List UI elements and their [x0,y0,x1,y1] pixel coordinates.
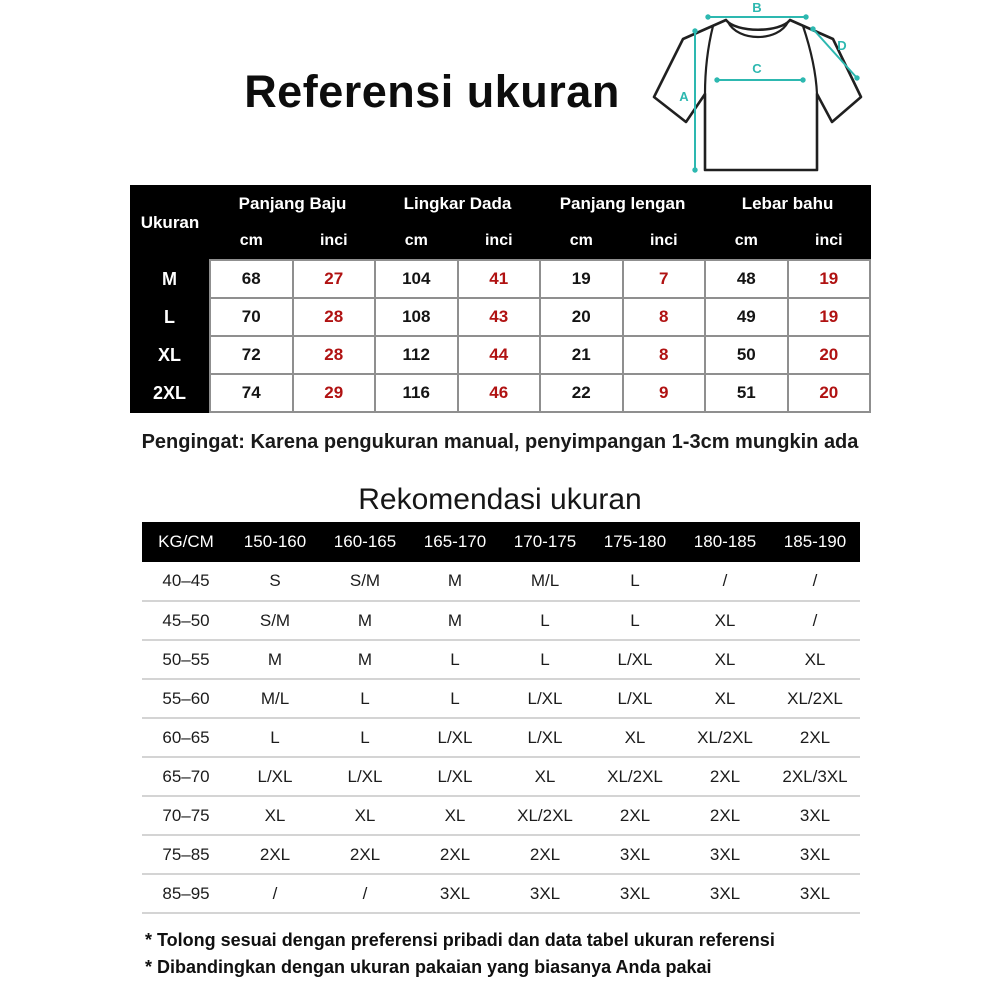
measurement-inci-value: 19 [788,298,871,336]
recommended-size-value: 3XL [500,874,590,913]
recommended-size-value: 3XL [590,874,680,913]
unit-header-inci: inci [623,222,706,260]
recommendation-row [142,562,860,601]
measurement-cm-value: 49 [705,298,788,336]
measurement-cm-value: 50 [705,336,788,374]
recommended-size-value: XL/2XL [770,679,860,718]
recommended-size-value: / [770,562,860,601]
recommended-size-value: L [410,640,500,679]
recommended-size-value: S/M [320,562,410,601]
recommended-size-value: L/XL [500,679,590,718]
recommended-size-value: XL [680,601,770,640]
size-table-unit-header-row [130,222,870,260]
recommended-size-value: 2XL [230,835,320,874]
measurement-inci-value: 8 [623,298,706,336]
size-table-corner-label: Ukuran [130,185,210,260]
measurement-cm-value: 72 [210,336,293,374]
weight-range-label: 60–65 [142,718,230,757]
recommended-size-value: M/L [500,562,590,601]
recommended-size-value: L/XL [410,757,500,796]
measurement-inci-value: 7 [623,260,706,298]
measurement-cm-value: 51 [705,374,788,412]
weight-range-label: 50–55 [142,640,230,679]
column-group-lebar-bahu: Lebar bahu [705,185,870,222]
size-table-row [130,336,870,374]
recommendation-row [142,640,860,679]
size-recommendation-table [142,522,860,914]
measurement-inci-value: 20 [788,374,871,412]
measure-label-b: B [752,0,762,15]
tshirt-measurement-diagram [650,0,865,180]
recommended-size-value: 2XL [770,718,860,757]
unit-header-cm: cm [705,222,788,260]
unit-header-cm: cm [375,222,458,260]
recommendation-row [142,718,860,757]
recommended-size-value: XL/2XL [680,718,770,757]
column-group-panjang-lengan: Panjang lengan [540,185,705,222]
measurement-cm-value: 108 [375,298,458,336]
recommended-size-value: L [500,601,590,640]
recommended-size-value: XL [590,718,680,757]
weight-range-label: 40–45 [142,562,230,601]
recommended-size-value: M [410,562,500,601]
recommended-size-value: L/XL [500,718,590,757]
height-range-header: 175-180 [590,522,680,562]
size-table-row [130,298,870,336]
size-reference-table [130,185,871,413]
measurement-inci-value: 28 [293,336,376,374]
recommended-size-value: L [230,718,320,757]
column-group-panjang-baju: Panjang Baju [210,185,375,222]
height-range-header: 150-160 [230,522,320,562]
recommended-size-value: 2XL [320,835,410,874]
recommended-size-value: 3XL [680,874,770,913]
recommendation-row [142,835,860,874]
weight-range-label: 85–95 [142,874,230,913]
measure-label-d: D [837,38,847,53]
recommended-size-value: L [500,640,590,679]
size-label: XL [130,336,210,374]
measurement-inci-value: 46 [458,374,541,412]
weight-range-label: 70–75 [142,796,230,835]
height-range-header: 160-165 [320,522,410,562]
measurement-inci-value: 28 [293,298,376,336]
recommended-size-value: M/L [230,679,320,718]
unit-header-cm: cm [210,222,293,260]
measurement-inci-value: 41 [458,260,541,298]
recommended-size-value: M [320,640,410,679]
recommended-size-value: L/XL [230,757,320,796]
measurement-cm-value: 20 [540,298,623,336]
measurement-cm-value: 68 [210,260,293,298]
recommended-size-value: 2XL [680,796,770,835]
unit-header-cm: cm [540,222,623,260]
weight-range-label: 55–60 [142,679,230,718]
recommended-size-value: XL [680,679,770,718]
measurement-cm-value: 21 [540,336,623,374]
measurement-inci-value: 43 [458,298,541,336]
height-range-header: 170-175 [500,522,590,562]
recommended-size-value: XL [500,757,590,796]
recommended-size-value: M [230,640,320,679]
measurement-cm-value: 104 [375,260,458,298]
footnote-1: * Tolong sesuai dengan preferensi pribadi dan data tabel ukuran referensi [145,930,775,950]
recommended-size-value: XL [770,640,860,679]
height-range-header: 180-185 [680,522,770,562]
column-group-lingkar-dada: Lingkar Dada [375,185,540,222]
recommended-size-value: 3XL [770,796,860,835]
unit-header-inci: inci [458,222,541,260]
recommended-size-value: L/XL [320,757,410,796]
recommendation-row [142,601,860,640]
measure-label-c: C [752,61,762,76]
recommended-size-value: L/XL [590,640,680,679]
recommended-size-value: L/XL [590,679,680,718]
recommended-size-value: L [410,679,500,718]
recommendation-title: Rekomendasi ukuran [358,483,642,516]
recommended-size-value: 2XL [680,757,770,796]
recommended-size-value: S/M [230,601,320,640]
recommended-size-value: XL [230,796,320,835]
recommended-size-value: / [230,874,320,913]
recommendation-row [142,796,860,835]
recommended-size-value: M [320,601,410,640]
recommended-size-value: 3XL [410,874,500,913]
size-label: L [130,298,210,336]
recommended-size-value: XL/2XL [500,796,590,835]
recommended-size-value: 2XL [590,796,680,835]
recommendation-header-row [142,522,860,562]
rec-corner-label: KG/CM [142,522,230,562]
recommended-size-value: 3XL [770,835,860,874]
measure-label-a: A [679,89,689,104]
recommended-size-value: XL [410,796,500,835]
recommended-size-value: 3XL [590,835,680,874]
recommended-size-value: / [320,874,410,913]
measurement-inci-value: 27 [293,260,376,298]
measurement-cm-value: 116 [375,374,458,412]
recommended-size-value: 3XL [680,835,770,874]
measurement-disclaimer: Pengingat: Karena pengukuran manual, penyimpangan 1-3cm mungkin ada [141,431,859,453]
measurement-inci-value: 20 [788,336,871,374]
size-table-row [130,374,870,412]
measurement-inci-value: 8 [623,336,706,374]
measurement-cm-value: 48 [705,260,788,298]
size-label: M [130,260,210,298]
weight-range-label: 65–70 [142,757,230,796]
measurement-inci-value: 29 [293,374,376,412]
recommendation-row [142,874,860,913]
measurement-cm-value: 22 [540,374,623,412]
recommended-size-value: 2XL [500,835,590,874]
recommended-size-value: XL/2XL [590,757,680,796]
recommendation-row [142,679,860,718]
recommended-size-value: 3XL [770,874,860,913]
recommended-size-value: M [410,601,500,640]
page-title: Referensi ukuran [244,66,620,117]
recommended-size-value: / [680,562,770,601]
measurement-cm-value: 19 [540,260,623,298]
weight-range-label: 45–50 [142,601,230,640]
recommended-size-value: 2XL/3XL [770,757,860,796]
footnotes [145,927,775,981]
unit-header-inci: inci [293,222,376,260]
recommended-size-value: L/XL [410,718,500,757]
size-table-group-header-row [130,185,870,222]
measurement-inci-value: 19 [788,260,871,298]
measurement-cm-value: 70 [210,298,293,336]
recommendation-row [142,757,860,796]
recommended-size-value: L [590,601,680,640]
recommended-size-value: 2XL [410,835,500,874]
measurement-inci-value: 9 [623,374,706,412]
recommended-size-value: XL [680,640,770,679]
height-range-header: 165-170 [410,522,500,562]
recommended-size-value: L [590,562,680,601]
height-range-header: 185-190 [770,522,860,562]
unit-header-inci: inci [788,222,871,260]
measurement-cm-value: 74 [210,374,293,412]
recommended-size-value: S [230,562,320,601]
recommended-size-value: / [770,601,860,640]
recommended-size-value: L [320,718,410,757]
recommended-size-value: L [320,679,410,718]
size-label: 2XL [130,374,210,412]
recommended-size-value: XL [320,796,410,835]
measurement-cm-value: 112 [375,336,458,374]
measurement-inci-value: 44 [458,336,541,374]
footnote-2: * Dibandingkan dengan ukuran pakaian yang biasanya Anda pakai [145,957,712,977]
weight-range-label: 75–85 [142,835,230,874]
size-table-row [130,260,870,298]
